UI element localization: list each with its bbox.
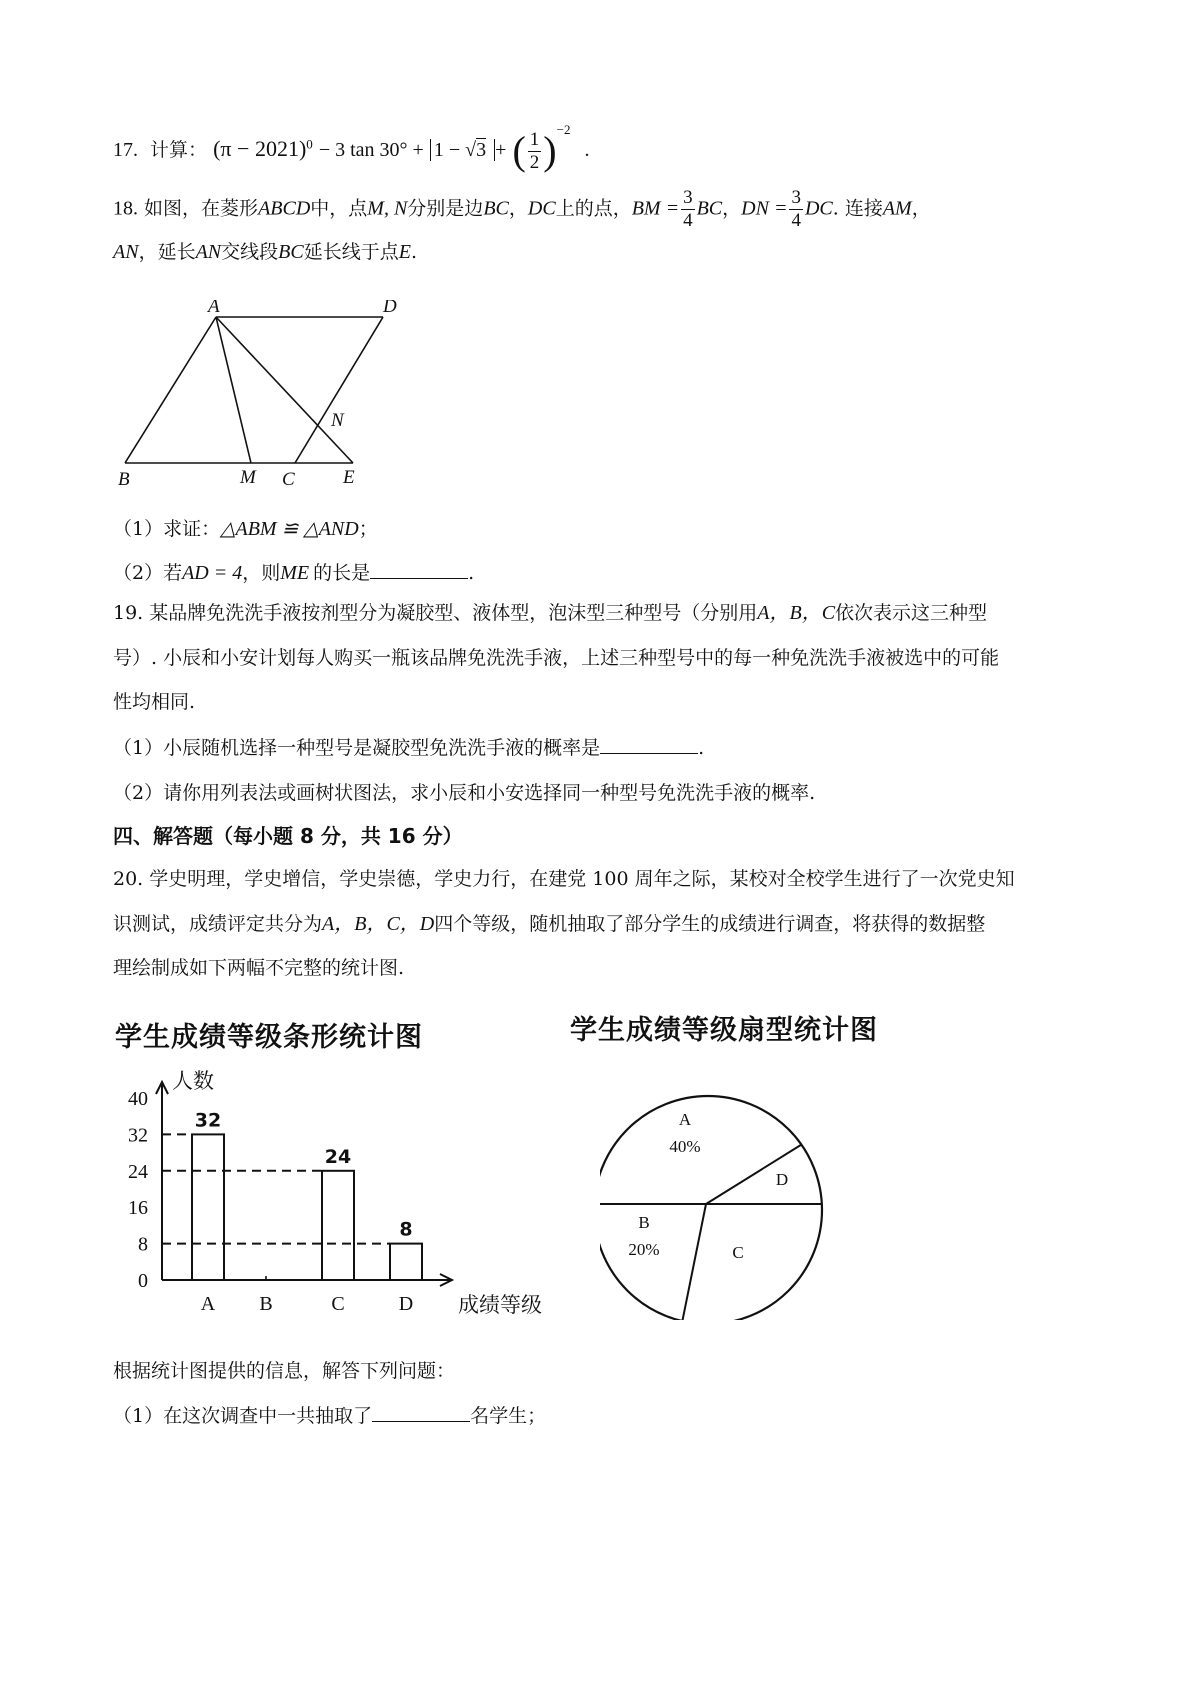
q19-sub2 (113, 780, 815, 806)
q18-dc2: DC (804, 197, 833, 220)
q18-line2-a: ，延长 (138, 241, 196, 263)
pie-slice-percent: 40% (669, 1137, 701, 1156)
q17-expr-a: (π − 2021) (213, 136, 307, 161)
q18-sub1 (113, 516, 378, 542)
q18-bc: BC (483, 197, 509, 220)
q18-text-e: . 连接 (832, 197, 883, 220)
figure-label-m: M (240, 467, 256, 488)
q17-half (528, 129, 542, 174)
q18-sub2-prefix: （2）若 (113, 562, 183, 584)
pie-slice-label: B (638, 1213, 650, 1232)
q17-number: 17. (113, 139, 138, 161)
q17-half-den: 2 (529, 151, 540, 173)
q19-line2-text: 号）. 小辰和小安计划每人购买一瓶该品牌免洗洗手液，上述三种型号中的每一种免洗洗手液被选中的可能 (113, 647, 1000, 669)
q18-dn: DN = (741, 197, 788, 220)
q19-sub1-text: （1）小辰随机选择一种型号是凝胶型免洗洗手液的概率是 (113, 737, 601, 759)
q20-line2-abcd: A，B，C，D (322, 913, 435, 935)
q18-an2: AN (195, 241, 222, 263)
q20-line3-text: 理绘制成如下两幅不完整的统计图. (113, 957, 405, 979)
q17-plus: + (495, 139, 507, 161)
q18-comma3: ， (911, 197, 931, 220)
q17-abs-inner-b: 3 (476, 139, 487, 161)
q18-bm: BM = (631, 197, 680, 220)
q18-comma2: ， (722, 197, 742, 220)
x-tick-label: D (398, 1293, 414, 1315)
figure-segment-ae (216, 317, 353, 463)
q17-exp-b: −2 (556, 122, 571, 137)
q18-frac1-num: 3 (683, 187, 693, 208)
figure-label-a: A (208, 300, 220, 317)
q19-sub2-text: （2）请你用列表法或画树状图法，求小辰和小安选择同一种型号免洗洗手液的概率. (113, 782, 816, 804)
q17-abs (430, 139, 495, 161)
y-tick-label: 8 (138, 1233, 148, 1256)
pie-slice-label: A (678, 1110, 692, 1129)
bar-chart (100, 1060, 560, 1330)
figure-label-c: C (282, 469, 295, 490)
q18-abcd: ABCD (258, 197, 311, 220)
q18-line2-e: E (398, 241, 411, 263)
q18-sub2-suffix: 的长是 (313, 562, 371, 584)
section-heading (113, 823, 463, 849)
q18-frac2-num: 3 (791, 187, 801, 208)
q18-am: AM (882, 197, 912, 220)
bar (390, 1244, 422, 1280)
q18-sub1-end: ； (358, 518, 378, 540)
y-axis-label: 人数 (172, 1069, 214, 1093)
y-tick-label: 32 (128, 1124, 148, 1147)
x-axis-label: 成绩等级 (458, 1293, 542, 1317)
q18-sub1-prefix: （1）求证： (113, 518, 221, 540)
q20-line1-text: 20. 学史明理，学史增信，学史崇德，学史力行，在建党 100 周年之际，某校对全校学生进行了一次党史知 (113, 868, 1015, 890)
q18-sub2-end: . (468, 562, 475, 584)
pie-chart (600, 1070, 900, 1320)
q18-dc: DC (527, 197, 556, 220)
figure-label-e: E (343, 467, 355, 488)
q18-line2-d: . (410, 241, 417, 263)
q19-line2 (113, 645, 999, 671)
q20-line2-b: 四个等级，随机抽取了部分学生的成绩进行调查，将获得的数据整 (434, 913, 986, 935)
rhombus-figure (115, 300, 415, 500)
y-tick-label: 16 (128, 1197, 148, 1220)
q20-sub1 (113, 1403, 546, 1429)
q20-line3 (113, 955, 404, 981)
y-tick-label: 0 (138, 1270, 148, 1292)
q18-line2-bc: BC (278, 241, 304, 263)
y-tick-label: 40 (128, 1088, 148, 1110)
q19-line3-text: 性均相同. (113, 691, 196, 713)
q20-sub1-b: 名学生； (470, 1405, 547, 1427)
q20-after-text: 根据统计图提供的信息，解答下列问题： (113, 1360, 456, 1382)
q18-number: 18. (113, 197, 138, 220)
q18-frac1-den: 4 (683, 210, 693, 231)
q18-line1 (113, 187, 931, 232)
pie-outline (600, 1096, 822, 1320)
answer-blank (600, 735, 698, 754)
q17-line (113, 117, 590, 174)
q20-line2-a: 识测试，成绩评定共分为 (113, 913, 323, 935)
y-tick-label: 24 (128, 1160, 148, 1183)
figure-label-n: N (331, 410, 344, 431)
q17-paren-close: ) (543, 128, 557, 173)
q18-sub2 (113, 560, 474, 586)
q19-line1-end: 依次表示这三种型 (835, 602, 988, 624)
pie-chart-title: 学生成绩等级扇型统计图 (570, 1015, 878, 1046)
q20-after-charts (113, 1358, 455, 1384)
q17-paren-open: ( (512, 128, 526, 173)
figure-label-b: B (118, 469, 130, 490)
q17-label: 计算： (150, 139, 208, 161)
figure-segment-dc (295, 317, 383, 463)
q18-sub2-expr: AD = 4 (182, 562, 243, 584)
sqrt-icon: √ (465, 139, 477, 161)
q18-line2-c: 延长线于点 (303, 241, 399, 263)
bar-chart-title: 学生成绩等级条形统计图 (115, 1022, 423, 1053)
q17-abs-inner-a: 1 − (433, 139, 461, 161)
bar (192, 1134, 224, 1280)
q18-text-d: 上的点， (555, 197, 632, 220)
q18-frac2 (789, 187, 803, 232)
q18-mn: M, N (367, 197, 408, 220)
q18-sub2-me: ME (280, 562, 310, 584)
x-tick-label: C (331, 1293, 345, 1315)
q18-line2-b: 交线段 (221, 241, 279, 263)
q19-line1 (113, 600, 987, 626)
section-title: 四、解答题（每小题 8 分，共 16 分） (113, 824, 463, 848)
q19-line1-abc: A，B，C (757, 602, 836, 624)
pie-slice-label: C (732, 1243, 744, 1262)
q18-text-b: 中，点 (310, 197, 368, 220)
q18-frac2-den: 4 (791, 210, 801, 231)
x-tick-label: A (200, 1293, 216, 1315)
q19-sub1-end: . (698, 737, 705, 759)
q17-half-num: 1 (529, 128, 540, 150)
q17-end: . (584, 139, 590, 161)
q18-bc2: BC (696, 197, 723, 220)
q18-line2 (113, 239, 417, 265)
x-tick-label: B (259, 1293, 273, 1315)
answer-blank (370, 560, 468, 579)
q18-text-a: 如图，在菱形 (144, 197, 259, 220)
answer-blank (372, 1403, 470, 1422)
q18-frac1 (681, 187, 695, 232)
figure-label-d: D (383, 300, 397, 317)
q20-sub1-a: （1）在这次调查中一共抽取了 (113, 1405, 373, 1427)
bar-value-label: 24 (324, 1145, 352, 1168)
q19-sub1 (113, 735, 704, 761)
q20-line1 (113, 866, 1015, 892)
q20-line2 (113, 911, 985, 937)
q19-line1-text: 19. 某品牌免洗洗手液按剂型分为凝胶型、液体型，泡沫型三种型号（分别用 (113, 602, 758, 624)
pie-slice-percent: 20% (628, 1240, 660, 1259)
q18-sub1-expr: △ABM ≌ △AND (220, 518, 359, 540)
q19-line3 (113, 689, 195, 715)
pie-slice-label: D (775, 1170, 789, 1189)
q17-exp-a: 0 (306, 136, 313, 152)
figure-segment-am (216, 317, 251, 463)
q18-comma: ， (508, 197, 528, 220)
figure-segment-ab (125, 317, 216, 463)
bar (322, 1171, 354, 1280)
q18-an: AN (113, 241, 139, 263)
q18-sub2-mid: ，则 (242, 562, 281, 584)
bar-value-label: 8 (399, 1218, 413, 1241)
bar-value-label: 32 (194, 1109, 222, 1132)
q17-expr-b: − 3 tan 30° + (318, 139, 424, 161)
q18-text-c: 分别是边 (407, 197, 484, 220)
